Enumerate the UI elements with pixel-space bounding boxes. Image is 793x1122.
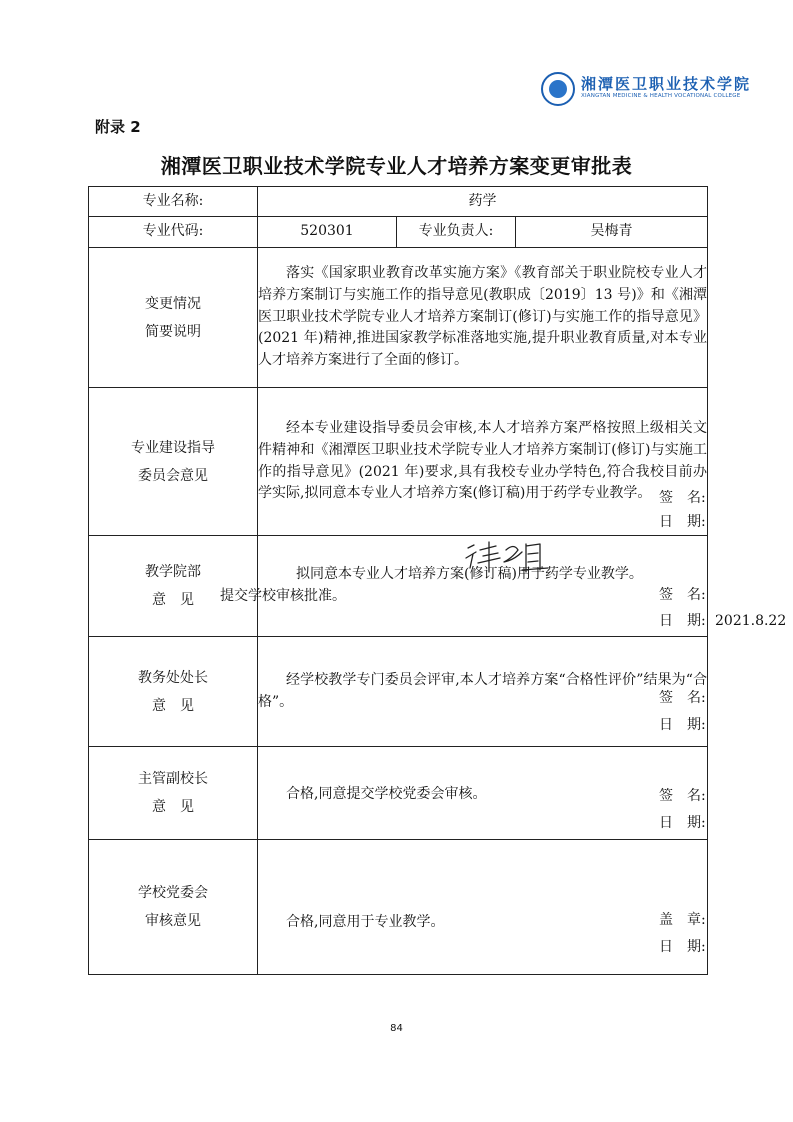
change-summary-text: 落实《国家职业教育改革实施方案》《教育部关于职业院校专业人才培养方案制订与实施工作的指导意见(教职成〔2019〕13 号)》和《湘潭医卫职业技术学院专业人才培养方案制订(修订)与实施工作的指导意见》(2021 年)精神,推进国家教学标准落地实施,提升职业教育质量,对本专业人才培养方案进行了全面的修订。 — [258, 265, 708, 369]
major-code-value: 520301 — [258, 217, 397, 248]
change-summary-content — [258, 248, 708, 388]
committee-opinion-row — [89, 388, 708, 536]
major-leader-label: 专业负责人: — [397, 217, 516, 248]
major-leader-value: 吴梅青 — [516, 217, 708, 248]
vice-principal-opinion-text: 合格,同意提交学校党委会审核。 — [286, 785, 487, 802]
change-summary-row — [89, 248, 708, 388]
appendix-label: 附录 2 — [95, 118, 141, 136]
vice-principal-opinion-label — [89, 747, 258, 840]
dept-label-line-1: 教学院部 — [145, 564, 201, 580]
party-seal-label: 盖 章: — [659, 912, 706, 928]
committee-signature-block — [659, 486, 715, 534]
party-date-label: 日 期: — [659, 939, 706, 955]
major-code-label: 专业代码: — [89, 217, 258, 248]
major-name-value: 药学 — [258, 187, 708, 217]
dept-sign-label: 签 名: — [659, 587, 706, 603]
affairs-label-line-1: 教务处处长 — [138, 669, 208, 686]
party-label-line-2: 审核意见 — [145, 913, 201, 929]
dept-opinion-row — [89, 536, 708, 637]
committee-opinion-label — [89, 388, 258, 536]
page-number: 84 — [390, 1023, 403, 1034]
change-label-line-2: 简要说明 — [145, 323, 201, 340]
change-label-line-1: 变更情况 — [145, 295, 201, 312]
dept-date-label: 日 期: — [659, 613, 706, 629]
affairs-signature-block — [659, 683, 715, 737]
affairs-opinion-label — [89, 637, 258, 747]
committee-opinion-content — [258, 388, 708, 536]
affairs-opinion-row — [89, 637, 708, 747]
college-name-en: XIANGTAN MEDICINE & HEALTH VOCATIONAL COLLEGE — [581, 93, 741, 99]
vice-label-line-1: 主管副校长 — [138, 771, 208, 787]
committee-sign-label: 签 名: — [659, 490, 706, 506]
affairs-opinion-text: 经学校教学专门委员会评审,本人才培养方案“合格性评价”结果为“合格”。 — [258, 671, 708, 710]
party-committee-seal-block — [659, 905, 715, 959]
major-code-row — [89, 217, 708, 248]
page-title: 湘潭医卫职业技术学院专业人才培养方案变更审批表 — [160, 154, 633, 178]
college-name: 湘潭医卫职业技术学院 — [581, 75, 752, 93]
vice-label-line-2: 意 见 — [152, 799, 194, 815]
party-committee-opinion-label — [89, 840, 258, 975]
dept-opinion-text: 拟同意本专业人才培养方案(修订稿)用于药学专业教学。 提交学校审核批准。 — [220, 566, 643, 604]
vice-date-label: 日 期: — [659, 815, 706, 831]
approval-form-table — [88, 186, 787, 975]
vice-principal-opinion-content — [258, 747, 708, 840]
party-committee-opinion-row — [89, 840, 708, 975]
affairs-date-label: 日 期: — [659, 717, 706, 733]
change-summary-label — [89, 248, 258, 388]
dept-opinion-label — [89, 536, 258, 637]
committee-date-label: 日 期: — [659, 514, 706, 530]
committee-label-line-2: 委员会意见 — [138, 467, 208, 484]
party-label-line-1: 学校党委会 — [138, 885, 208, 901]
affairs-label-line-2: 意 见 — [152, 697, 194, 714]
affairs-opinion-content — [258, 637, 708, 747]
vice-principal-opinion-row — [89, 747, 708, 840]
college-emblem-icon — [541, 72, 575, 106]
committee-opinion-text: 经本专业建设指导委员会审核,本人才培养方案严格按照上级相关文件精神和《湘潭医卫职业技术学院专业人才培养方案制订(修订)与实施工作的指导意见》(2021 年)要求,具有我校专业办学特色,符合我校目前办学实际,拟同意本专业人才培养方案(修订稿)用于药学专业教学。 — [258, 420, 708, 502]
dept-signature-block — [659, 581, 786, 633]
party-committee-opinion-content — [258, 840, 708, 975]
party-committee-opinion-text: 合格,同意用于专业教学。 — [286, 914, 445, 931]
dept-date-value: 2021.8.22 — [715, 613, 787, 629]
major-name-row — [89, 187, 708, 217]
college-logo — [541, 72, 752, 108]
dept-label-line-2: 意 见 — [152, 592, 194, 608]
major-name-label: 专业名称: — [89, 187, 258, 217]
vice-sign-label: 签 名: — [659, 788, 706, 804]
committee-label-line-1: 专业建设指导 — [131, 439, 215, 456]
vice-principal-signature-block — [659, 781, 715, 835]
handwritten-signature — [456, 528, 556, 576]
affairs-sign-label: 签 名: — [659, 690, 706, 706]
